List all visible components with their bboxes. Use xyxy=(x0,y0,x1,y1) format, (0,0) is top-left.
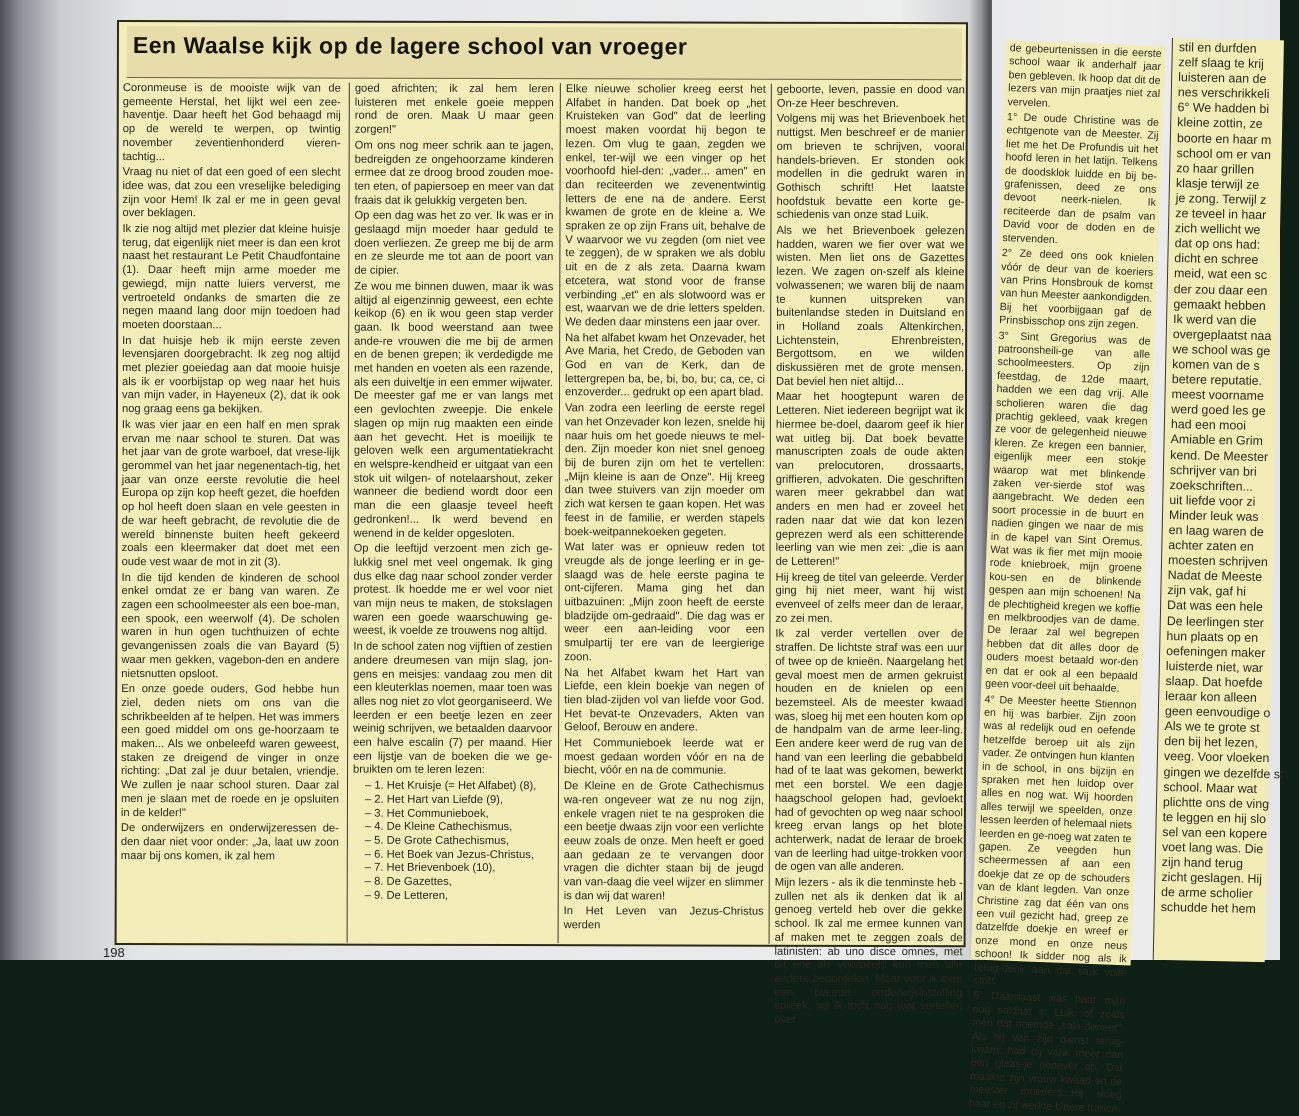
paragraph: Ze wou me binnen duwen, maar ik was altijd al eigenzinnig geweest, een echte keikop (6) en ik wou geen stap verder gaan. Ik bood weerstand aan twee ande-re vrouwen die me bij de armen en de benen grepen; ik verdedigde me met handen en voeten als een razende, als een duiveltje in een emmer wijwater. De meester gaf me er van langs met een gevlochten zweepje. Die enkele slagen op mijn rug maakten een einde aan het gevecht. Het is moeilijk te geloven welk een argumentatiekracht en welspre-kendheid er uitgaat van een stok uit wilgen- of notelaarshout, zeker wanneer die bediend wordt door een man die een glaasje teveel heeft gedronken!... Ik werd bevend en wenend in de kelder opgesloten. xyxy=(353,280,554,540)
text-line: zicht geslagen. Hij xyxy=(1161,870,1263,887)
paragraph: 4° De Meester heette Stiennon en hij was barbier. Zijn zoon was al redelijk oud en oefende hetzelfde beroep uit als zijn vader. Ze ontvingen hun klanten in de school, in ons bijzijn en spraken met hen luidop over alles en nog wat. Wij hoorden alles terwijl we speelden, onze lessen leerden of helemaal niets leerden en ge-noeg wat zaten te gapen. Ze veegden hun scheermessen af aan een doekje dat ze op de schouders van de klant legden. Van onze Christine zag dat één van ons een vuil gezicht had, greep ze datzelfde doekje en wreef er onze mond en onze neus schoon! Ik sidder nog als ik terug-denk aan dat stuk vuile stof! xyxy=(973,693,1137,988)
paragraph: Als we het Brievenboek gelezen hadden, waren we fier over wat we wisten. Men liet ons de Gazettes lezen. We zagen on-szelf als kleine volwassenen; we waren blij de naam te kunnen uitspreken van buitenlandse steden in Duitsland en in Holland zoals Altenkirchen, Lichtenstein, Ehrenbreisten, Bergottsom, en we wilden diskussiëren met de grote mensen. Dat beviel hen niet altijd... xyxy=(776,224,965,388)
text-line: leraar kon alleen xyxy=(1165,689,1257,705)
text-line: stil en durfden xyxy=(1178,40,1257,56)
paragraph: geboorte, leven, passie en dood van On-ze Heer beschreven. xyxy=(776,83,965,110)
text-line: uit liefde voor zi xyxy=(1169,492,1256,509)
list-item: – 8. De Gazettes, xyxy=(364,875,452,888)
text-line: oefeningen maker xyxy=(1166,643,1266,660)
paragraph: Ik zie nog altijd met plezier dat kleine huisje terug, dat eigenlijk niet meer is dan een krot naast het restaurant Le Petit Chaudfontaine (1). Daar heeft mijn arme moeder me gewiegd, mijn natte luiers ververst, me vertroeteld ondanks de smarten die ze negen maand lang door mijn toedoen had moeten doorstaan... xyxy=(122,223,341,332)
text-line: den bij het lezen, xyxy=(1164,734,1259,751)
paragraph: 5° Daarnaast was haar man nog soldaat in Luik, of zoals men dat noemde „sala-deneer". Als hij van zijn dienst terug-kwam, had hij vaak meer dan één glaas-je genever op. Dat maakte zijn vrouw kwaad en de meester moeders...Hij sloeg haar en zij werkte bittere tranen. xyxy=(968,989,1126,1115)
text-line: school om er van xyxy=(1176,145,1272,162)
text-line: schrijver van bri xyxy=(1169,462,1257,479)
text-line: zijn vak, gaf hi xyxy=(1167,583,1247,600)
paragraph: Volgens mij was het Brievenboek het nuttigst. Men beschreef er de manier om brieven te schrijven, vooral handels-brieven. Er stonden ook modellen in die gedrukt waren in Gothisch schrift! Het laatste hoofdstuk bevatte een korte ge-schiedenis van onze stad Luik. xyxy=(776,113,965,222)
text-line: we school was ge xyxy=(1172,341,1271,359)
text-line: plichtte ons de ving xyxy=(1162,794,1270,811)
article-box xyxy=(115,20,968,1026)
text-line: geen eenvoudige o xyxy=(1164,704,1271,721)
list-item: – 6. Het Boek van Jezus-Christus, xyxy=(364,848,534,861)
paragraph: Ik was vier jaar en een half en men sprak ervan me naar school te sturen. Dat was het jaar van de grote warboel, dat vrese-lijk gerommel van het jaar negenentach-tig, het jaar van onze eerste revolutie die heel Europa op zijn kop heeft gezet, die hoefden op hol heeft doen slaan en vele geesten in de war heeft gebracht, de revolutie die de wereld binnenste buiten heeft gekeerd zoals een kleermaker dat doet met een oude vest waar de mot in zit (3). xyxy=(121,418,340,569)
text-line: overgeplaatst naa xyxy=(1172,326,1272,343)
text-line: boorte en haar m xyxy=(1176,130,1272,147)
paragraph: de gebeurtenissen in die eerste school waar ik anderhalf jaar ben gebleven. Ik hoop dat dit de lezers van mijn praatjes niet zal vervelen. xyxy=(1007,42,1162,110)
paragraph: goed africhten; ik zal hem leren luisteren met enkele goeie meppen rond de oren. Maak U maar geen zorgen!" xyxy=(354,82,554,136)
paragraph: In die tijd kenden de kinderen de school enkel omdat ze er bang van waren. Ze zagen een schoolmeester als een boe-man, een spook, een weerwolf (4). De scholen waren in hun ogen tuchthuizen of echte gevangenissen zoals die van Bayard (5) waar men gekken, vagebon-den en andere nietsnutten opsloot. xyxy=(121,571,340,680)
paragraph: Om ons nog meer schrik aan te jagen, bedreigden ze ongehoorzame kinderen ermee dat ze droog brood zouden moe-ten eten, of papiersoep en meer van dat fraais dat ik gelukkig vergeten ben. xyxy=(354,139,554,207)
text-line: kleine zottin, ze xyxy=(1177,115,1263,132)
text-line: slaap. Dat hoefde xyxy=(1165,673,1263,690)
paragraph: In Het Leven van Jezus-Christus werden xyxy=(563,905,764,932)
text-line: zijn hand terug xyxy=(1161,855,1244,871)
paragraph: Na het Alfabet kwam het Hart van Liefde, een klein boekje van negen of tien blad-zijden vol van liefde voor God. Het bevat-te Onzevaders, Akten van Geloof, Berouw en andere. xyxy=(564,666,765,734)
paragraph: Maar het hoogtepunt waren de Letteren. Niet iedereen begrijpt wat ik hiermee be-doel, daarom geef ik hier wat uitleg bij. Dat boek bevatte manuscripten zoals de oude akten van prelocutoren, drossaarts, griffieren, advokaten. Die geschriften waren meer gekrabbel dan wat anders en men had er zoveel het raden naar dat wie dat kon lezen geprezen werd als een schitterende leerling van wie men zei: „die is aan de Letteren!" xyxy=(775,391,965,568)
text-line: te leggen en hij slo xyxy=(1162,809,1267,826)
paragraph: Vraag nu niet of dat een goed of een slecht idee was, dat zou een vreselijke belediging zijn voor Hem! Ik zal er me in geen geval over beklagen. xyxy=(122,166,341,220)
text-line: veeg. Voor vloeken xyxy=(1163,749,1270,766)
paragraph: Wat later was er opnieuw reden tot vreugde als de jonge leerling er in ge-slaagd was de hele eerste pagina te ont-cijferen. Mama ging het dan uitbazuinen: „Mijn zoon heeft de eerste bladzijde om-gedraaid". Die dag was er weer een aan-leiding voor een smulpartij ter ere van de leergierige zoon. xyxy=(564,541,765,664)
text-line: Dat was een hele xyxy=(1166,598,1263,615)
text-line: nes verschrikkeli xyxy=(1177,85,1270,102)
text-line: dat op ons had: xyxy=(1174,236,1261,253)
paragraph: Het Communieboek leerde wat er moest gedaan worden vóór en na de biecht, vóór en na de communie. xyxy=(564,737,765,778)
text-line: luisteren aan de xyxy=(1178,70,1267,87)
text-line: ze teveel in haar xyxy=(1175,206,1267,223)
text-line: je zong. Terwijl z xyxy=(1175,191,1267,207)
article-column-3 xyxy=(558,83,766,944)
text-line: meest voorname xyxy=(1171,387,1264,404)
paragraph: 1° De oude Christine was de echtgenote van de Meester. Zij liet me het De Profundis uit het hoofd leren in het latijn. Telkens de doodsklok luidde en bij be-grafenissen, deed ze ons devoot neerk-nielen. Ik reciteerde dan de psalm van David voor de doden en de stervenden. xyxy=(1002,111,1160,246)
article-column-2 xyxy=(347,83,554,944)
list-item: – 3. Het Communieboek, xyxy=(364,807,489,820)
list-item: – 1. Het Kruisje (= Het Alfabet) (8), xyxy=(364,779,537,793)
list-item: – 2. Het Hart van Liefde (9), xyxy=(364,793,504,806)
paragraph: In dat huisje heb ik mijn eerste zeven levensjaren doorgebracht. Ik zeg nog altijd met plezier goeiedag aan dat mooie huisje als ik er voorbijstap op weg naar het huis van mijn vader, in Hayeneux (2), dat ik ook nog graag eens ga bekijken. xyxy=(121,334,341,416)
text-line: der zou daar een xyxy=(1173,281,1268,298)
list-item: – 9. De Letteren, xyxy=(364,889,449,902)
text-line: schudde het hem xyxy=(1160,900,1256,917)
text-line: komen van de s xyxy=(1172,357,1260,373)
text-line: gemaakt hebben xyxy=(1173,296,1266,313)
article-columns xyxy=(117,82,966,1026)
text-line: kend. De Meester xyxy=(1170,447,1269,464)
book-list xyxy=(365,780,552,904)
paragraph: Coronmeuse is de mooiste wijk van de gemeente Herstal, het lijkt wel een zee-haventje. Daar heeft het God behaagd mij op de wereld te werpen, op twintig november zeventienhonderd vieren-tachtig... xyxy=(122,82,341,163)
paragraph: 3° Sint Gregorius was de patroonsheili-ge van alle schoolmeesters. Op zijn feestdag, de 12de maart, hadden we een dag vrij. Alle scholieren waren die dag prachtig gekleed, vaak kregen ze voor de gelegenheid nieuwe kleren. Ze kregen een bannier, eigenlijk meer een stokje waarop wat met blinkende zaken ver-sierde stof was aangebracht. We deden een soort processie in de buurt en nadien gingen we naar de mis in de kapel van Sint Oremus. Wat was ik fier met mijn mooie rode kniebroek, mijn groene kou-sen en de blinkende gespen aan mijn schoenen! Na de plechtigheid kregen we koffie en melkbroodjes van de dame. De leraar zal wel begrepen hebben dat dit alles door de ouders moest betaald wor-den en dat er ook al een bepaald geen voor-deel uit behaalde. xyxy=(985,329,1151,695)
paragraph: Ik zal verder vertellen over de straffen. De lichtste straf was een uur of twee op de knieën. Naargelang het geval moest men de armen gekruist houden en de knielen op een bezemsteel. Als de meester kwaad was, sloeg hij met een houten kom op de handpalm van de arme leer-ling. Een andere keer werd de rug van de hand van een leerling die gebabbeld had of te laat was gekomen, bewerkt met een borstel. We een dagje haagschool gelopen had, gevloekt had of gevochten op weg naar school kreeg ervan langs op het blote achterwerk, nadat de leraar de broek van de leerling had uitge-trokken voor de ogen van alle anderen. xyxy=(774,628,964,874)
paragraph: Na het alfabet kwam het Onzevader, het Ave Maria, het Credo, de Geboden van God en van de Kerk, dan de lettergrepen ba, be, bi, bo, bu; ca, ce, ci enzoverder... gedrukt op een apart blad. xyxy=(565,331,766,400)
text-line: betere reputatie. xyxy=(1171,372,1263,389)
text-line: werd goed les ge xyxy=(1171,402,1266,419)
paragraph: En onze goede ouders, God hebbe hun ziel, deden niets om ons van die schrikbeelden af te helpen. Het was immers een goed middel om ons ge-hoorzaam te maken... Als we onbeleefd waren geweest, staken ze dreigend de vinger in onze richting: „Dat zal je duur betalen, vriendje. We zullen je naar school sturen. Daar zal men je slaan met de roede en je opsluiten in de kelder!" xyxy=(120,683,340,819)
text-line: Ik werd van die xyxy=(1172,311,1257,328)
paragraph: Elke nieuwe scholier kreeg eerst het Alfabet in handen. Dat boek op „het Kruisteken van God" dat de leerling moest maken voordat hij begon te lezen. Om vlug te gaan, zegden we enkel, ter-wijl we een vinger op het voorhoofd hiel-den: „vader... amen" en dan reciteerden we zevenentwintig letters de ene na de andere. Eerst kwamen de grote en de kleine a. We spraken ze op zijn Frans uit, behalve de V waarvoor we vu zegden (om niet vee te zeggen), de w spraken we als doblu uit en de z als zeta. Daarna kwam etcetera, wat stond voor de franse verbinding „et" en als slotwoord was er est, waarvan we de drie letters spelden. We deden daar minstens een jaar over. xyxy=(565,83,766,329)
paragraph: Van zodra een leerling de eerste regel van het Onzevader kon lezen, snelde hij naar huis om het goede nieuws te mel-den. Zijn moeder kon niet snel genoeg bij de buren zijn om het te vertellen: „Mijn kleine is aan de Onze". Hij kreeg dan twee stuivers van zijn moeder om zich wat kersen te gaan kopen. Het was feest in de familie, er werden stapels boek-weitpannekoeken gegeten. xyxy=(564,402,765,539)
paragraph: Hij kreeg de titel van geleerde. Verder ging hij niet meer, want hij wist evenveel of zelfs meer dan de leraar, zo zei men. xyxy=(775,571,964,625)
text-line: Nadat de Meeste xyxy=(1167,568,1263,585)
paragraph: Op een dag was het zo ver. Ik was er in geslaagd mijn moeder haar geduld te doen verliezen. Ze greep me bij de arm en ze sleurde me tot aan de poort van de cipier. xyxy=(354,209,554,277)
text-line: Minder leuk was xyxy=(1168,507,1259,524)
text-line: voet lang was. Die xyxy=(1161,839,1264,857)
paragraph: In de school zaten nog vijftien of zestien andere dreumesen van mijn slag, jon-gens en meisjes: vandaag zou men dit een kleuterklas noemen, maar toen was alles nog niet zo vlot georganiseerd. We leerden er een beetje lezen en zeer weinig schrijven, we betaalden daarvoor een halve escalin (7) per maand. Hier een lijstje van de boeken die we ge-bruikten om te leren lezen: xyxy=(353,640,553,777)
text-line: luisterde niet, war xyxy=(1165,658,1264,675)
text-line: school. Maar wat xyxy=(1163,779,1258,796)
text-line: meid, wat een sc xyxy=(1173,266,1268,283)
text-line: zelf slaag te krij xyxy=(1178,55,1265,72)
text-line: Amiable en Grim xyxy=(1170,432,1263,449)
list-item: – 7. Het Brievenboek (10), xyxy=(364,862,496,875)
paragraph: De onderwijzers en onderwijzeressen de-den daar niet voor onder: „Ja, laat uw zoon maar bij ons komen, ik zal hem xyxy=(120,822,339,863)
text-line: zo haar grillen xyxy=(1176,160,1255,177)
text-line: hun plaats op en xyxy=(1166,628,1259,645)
text-line: De leerlingen ster xyxy=(1166,613,1265,630)
text-line: Als we te grote st xyxy=(1164,719,1260,736)
text-line: en laag waren de xyxy=(1168,523,1264,540)
text-line: 6° We hadden bi xyxy=(1177,100,1270,117)
paragraph: Mijn lezers - als ik die tenminste heb - zullen net als ik denken dat ik al genoeg verteld heb over die gekke school. Ik zal me ermee kunnen van af maken met te zeggen zoals de latinisten: ab uno disce omnes, met dit ene als voorbeeld kun men alle andere beoordelen. Maar voor ik over een tweede onderwijsinstelling spreek, wil ik toch nog wat vertellen over xyxy=(774,876,963,1026)
text-line: gingen we dezelfde st xyxy=(1163,764,1284,781)
text-line: sel van een kopere xyxy=(1162,824,1268,842)
right-page-column-2 xyxy=(1153,38,1284,962)
paragraph: Op die leeftijd verzoent men zich ge-lukkig snel met veel ongemak. Ik ging dus elke dag naar school zonder verder protest. Ik hoedde me er wel voor niet van mijn neus te maken, de stokslagen waren een goede waarschuwing ge-weest, ik voelde ze trouwens nog altijd. xyxy=(353,542,553,638)
article-column-4 xyxy=(769,83,965,1026)
text-line: klasje terwijl ze xyxy=(1175,175,1260,192)
paragraph: 2° Ze deed ons ook knielen vóór de deur van de koeriers van Prins Honsbrouk de komst van hun Meester aankondigden. Bij het voorbijgaan gaf de Prinsbisschop ons zijn zegen. xyxy=(999,247,1154,332)
text-line: dicht en schree xyxy=(1174,251,1259,268)
article-title: Een Waalse kijk op de lagere school van vroeger xyxy=(127,26,962,80)
paragraph: De Kleine en de Grote Cathechismus wa-ren ongeveer wat ze nu nog zijn, enkele vragen niet te na gesproken die een beetje dwaas zijn voor een verlichte eeuw zoals de onze. Men heeft er goed aan gedaan ze te vervangen door vragen die dichter staan bij de jeugd van van-daag die veel wijzer en slimmer is dan wij dat waren! xyxy=(563,780,765,903)
text-line: moesten schrijven xyxy=(1167,553,1269,570)
text-line: de arme scholier xyxy=(1160,885,1253,902)
list-item: – 4. De Kleine Cathechismus, xyxy=(364,820,513,834)
text-line: had een mooi xyxy=(1170,417,1247,433)
page-number: 198 xyxy=(103,945,125,960)
text-line: zoekschriften... xyxy=(1169,477,1254,494)
text-line: zich wellicht we xyxy=(1174,221,1261,238)
text-line: achter zaten en xyxy=(1168,538,1254,554)
list-item: – 5. De Grote Cathechismus, xyxy=(364,834,510,847)
article-column-1 xyxy=(121,82,341,943)
